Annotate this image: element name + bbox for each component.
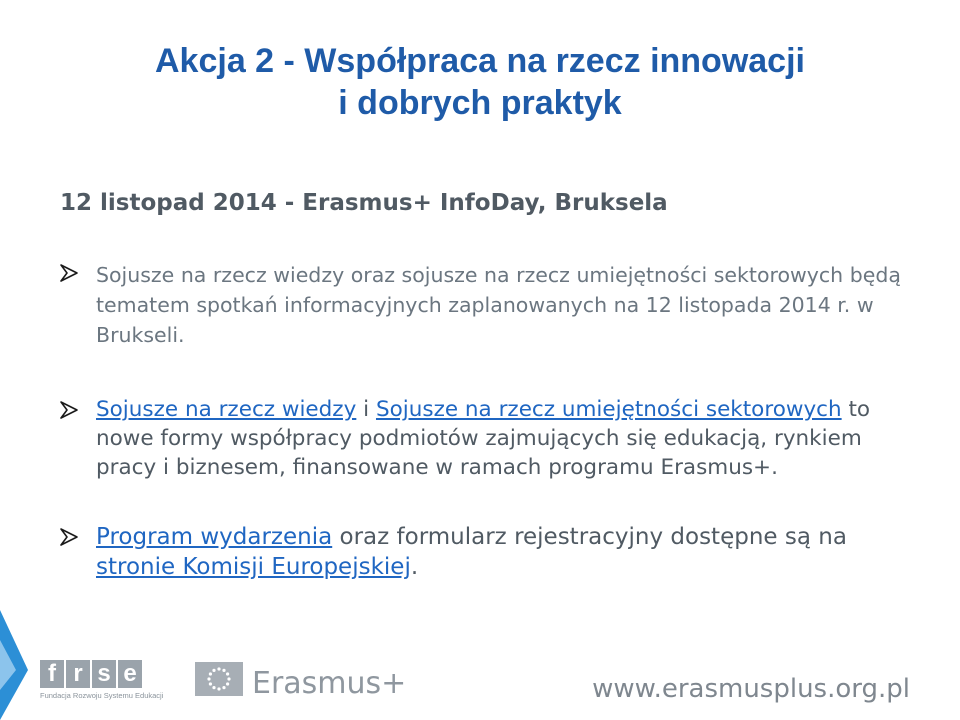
website-url: www.erasmusplus.org.pl xyxy=(592,674,910,704)
link-strona-komisji[interactable]: stronie Komisji Europejskiej xyxy=(96,554,411,580)
link-program-wydarzenia[interactable]: Program wydarzenia xyxy=(96,524,333,550)
link-sojusze-wiedzy[interactable]: Sojusze na rzecz wiedzy xyxy=(96,397,357,422)
frse-letter: e xyxy=(118,660,142,688)
bullet-1-text: Sojusze na rzecz wiedzy oraz sojusze na rzecz umiejętności sektorowych będą tematem spotkań informacyjnych zaplanowanych na 12 listopada 2014 r. w Brukseli. xyxy=(96,263,901,347)
erasmus-plus-logo: Erasmus+ xyxy=(252,666,407,701)
frse-letter: s xyxy=(92,660,116,688)
link-sojusze-umiejetnosci[interactable]: Sojusze na rzecz umiejętności sektorowych xyxy=(375,397,842,422)
slide-subtitle: 12 listopad 2014 - Erasmus+ InfoDay, Bruksela xyxy=(60,190,668,216)
bullet-list xyxy=(58,260,918,582)
frse-logo-letters xyxy=(40,660,163,688)
slide-title xyxy=(0,40,960,124)
frse-logo-caption: Fundacja Rozwoju Systemu Edukacji xyxy=(40,691,164,700)
eu-flag-icon xyxy=(195,662,243,696)
arrowhead-bullet-icon xyxy=(58,526,80,548)
slide-title-line-2: i dobrych praktyk xyxy=(338,84,622,122)
arrowhead-bullet-icon xyxy=(58,262,80,284)
frse-letter: r xyxy=(66,660,90,688)
bullet-item-2 xyxy=(58,395,918,482)
slide-footer xyxy=(0,600,960,719)
bullet-item-1 xyxy=(58,260,918,350)
frse-letter: f xyxy=(40,660,64,688)
frse-logo xyxy=(40,660,163,700)
bullet-3-end-text: . xyxy=(410,554,419,580)
bullet-3-connector-text: oraz formularz rejestracyjny dostępne są na xyxy=(332,524,847,550)
arrowhead-bullet-icon xyxy=(58,399,80,421)
bullet-item-3 xyxy=(58,522,918,582)
bullet-2-text: to nowe formy współpracy podmiotów zajmujących się edukacją, rynkiem pracy i biznesem, finansowane w ramach programu Erasmus+. xyxy=(96,397,871,480)
slide-title-line-1: Akcja 2 - Współpraca na rzecz innowacji xyxy=(155,42,805,80)
bullet-2-connector-text: i xyxy=(356,397,376,422)
